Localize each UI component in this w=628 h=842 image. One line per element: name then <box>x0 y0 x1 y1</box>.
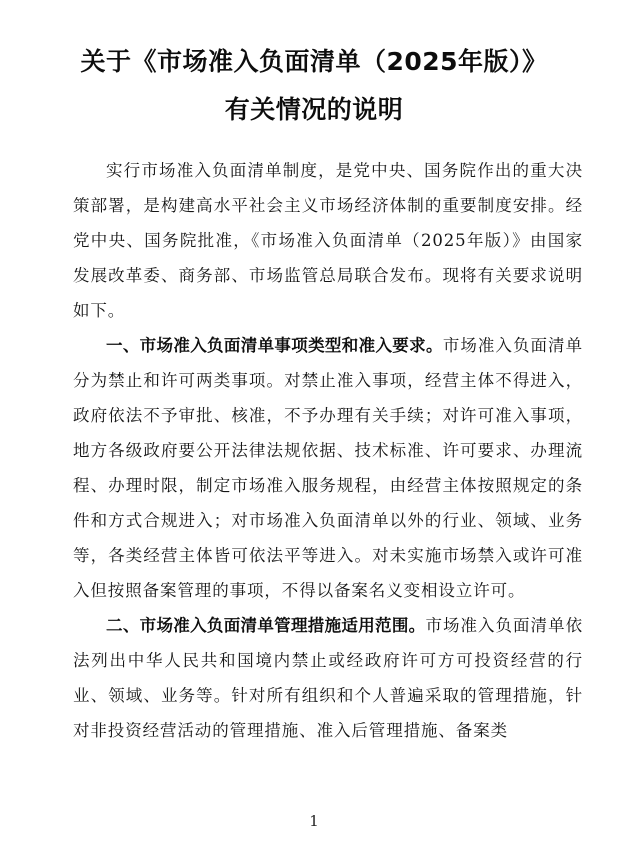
paragraph-section-1 <box>73 328 583 608</box>
title-line-2: 有关情况的说明 <box>224 95 404 124</box>
section-2-heading: 二、市场准入负面清单管理措施适用范围。 <box>106 616 426 635</box>
section-2-text: 市场准入负面清单依法列出中华人民共和国境内禁止或经政府许可方可投资经营的行业、领域、业务等。针对所有组织和个人普遍采取的管理措施，针对非投资经营活动的管理措施、准入后管理措施、备案类 <box>73 616 583 740</box>
page-number: 1 <box>309 812 319 830</box>
section-1-heading: 一、市场准入负面清单事项类型和准入要求。 <box>106 336 443 355</box>
paragraph-section-2 <box>73 608 583 748</box>
document-body <box>73 153 583 748</box>
paragraph-intro <box>73 153 583 328</box>
document-title <box>0 38 628 134</box>
title-line-1: 关于《市场准入负面清单（2025年版）》 <box>80 47 548 76</box>
section-1-text: 市场准入负面清单分为禁止和许可两类事项。对禁止准入事项，经营主体不得进入，政府依法不予审批、核准，不予办理有关手续；对许可准入事项，地方各级政府要公开法律法规依据、技术标准、许可要求、办理流程、办理时限，制定市场准入服务规程，由经营主体按照规定的条件和方式合规进入；对市场准入负面清单以外的行业、领域、业务等，各类经营主体皆可依法平等进入。对未实施市场禁入或许可准入但按照备案管理的事项，不得以备案名义变相设立许可。 <box>73 336 583 600</box>
paragraph-text: 实行市场准入负面清单制度，是党中央、国务院作出的重大决策部署，是构建高水平社会主义市场经济体制的重要制度安排。经党中央、国务院批准，《市场准入负面清单（2025年版）》由国家发展改革委、商务部、市场监管总局联合发布。现将有关要求说明如下。 <box>73 161 583 320</box>
